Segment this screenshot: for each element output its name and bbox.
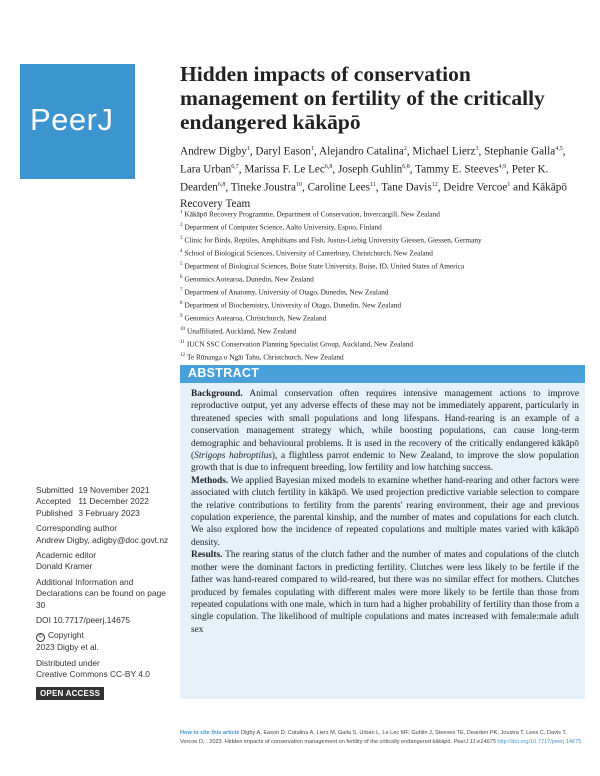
author-affil: 3 [475, 146, 479, 152]
affiliation-list [180, 207, 585, 363]
copyright-icon: © [36, 633, 45, 642]
published-row: Published 3 February 2023 [36, 507, 140, 518]
cite-label: How to cite this article [180, 730, 240, 736]
author-name: Lara Urban [180, 163, 232, 176]
copyright-label: © Copyright [36, 630, 176, 642]
methods-label: Methods. [191, 475, 229, 486]
corresponding-author-label: Corresponding author [36, 523, 118, 534]
affiliation-item: $^5$ Department of Biological Sciences, Boise State University, Boise, ID, United States of America [180, 261, 465, 271]
abstract-methods: Methods. We applied Bayesian mixed models to examine whether hand-rearing and other factors were associated with clutch fertility in kākāpō. We used projection predictive variable selection to compare the relative contributions to fertility from the parents' rearing environment, their age and previous copulation experience, the parental kinship, and the number of mates and copulations for each clutch. We also explored how the incidence of repeated copulations and multiple mates varied with kākāpō density. [191, 475, 579, 548]
author-name: Peter K. Dearden [180, 163, 549, 195]
author-name: Andrew Digby [180, 145, 247, 158]
author-affil: 10 [295, 182, 302, 189]
author-affil: 1 [311, 146, 315, 152]
author-affil: 4,9 [498, 164, 507, 171]
doi-link[interactable]: 10.7717/peerj.14675 [53, 615, 131, 626]
peerj-logo[interactable] [20, 64, 135, 179]
affiliation-item: $^{10}$ Unaffiliated, Auckland, New Zealand [180, 326, 297, 336]
abstract-body [180, 383, 585, 699]
accepted-row: Accepted 11 December 2022 [36, 496, 149, 507]
peerj-logo-text: PeerJ [30, 102, 114, 137]
author-affil: 12 [431, 182, 438, 189]
author-affil: 6,8 [402, 164, 410, 171]
article-title: Hidden impacts of conservation management on fertility of the critically endangered kākāpō [180, 62, 545, 134]
author-affil: 2 [403, 146, 407, 152]
affiliation-item: $^2$ Department of Computer Science, Aalto University, Espoo, Finland [180, 222, 382, 232]
affiliation-item: $^7$ Department of Anatomy, University of Otago, Dunedin, New Zealand [180, 287, 389, 297]
license-link[interactable]: Creative Commons CC-BY 4.0 [36, 669, 150, 680]
author-name: Stephanie Galla [484, 145, 556, 158]
author-name: Joseph Guhlin [337, 163, 403, 176]
author-affil: 4,5 [555, 146, 563, 152]
affiliation-item: $^{11}$ IUCN SSC Conservation Planning Specialist Group, Auckland, New Zealand [180, 339, 414, 349]
academic-editor-label: Academic editor [36, 550, 97, 561]
open-access-badge: OPEN ACCESS [36, 687, 104, 700]
affiliation-item: $^4$ School of Biological Sciences, University of Canterbury, Christchurch, New Zealand [180, 248, 433, 258]
author-affil: 6,7 [231, 164, 239, 171]
abstract-heading-bar [180, 365, 585, 383]
author-name: Daryl Eason [255, 145, 312, 158]
journal-ref: PeerJ 11:e14675 [453, 738, 496, 745]
doi-url-link[interactable]: http://doi.org/10.7717/peerj.14675 [497, 738, 582, 745]
citation-footer [180, 729, 585, 746]
species-name: Strigops habroptilus [194, 451, 272, 462]
additional-info-link[interactable]: Additional Information and Declarations can be found on page 30 [36, 576, 166, 610]
author-name: Marissa F. Le Lec [244, 163, 325, 176]
author-affil: 6,8 [324, 164, 333, 171]
doi-row: DOI 10.7717/peerj.14675 [36, 615, 131, 626]
author-affil: 1 [507, 182, 511, 189]
affiliation-item: $^6$ Genomics Aotearoa, Dunedin, New Zealand [180, 274, 314, 284]
copyright-text: 2023 Digby et al. [36, 642, 99, 653]
affiliation-item: $^1$ Kākāpō Recovery Programme, Department of Conservation, Invercargill, New Zealand [180, 209, 440, 219]
affiliation-item: $^{12}$ Te Rūnanga o Ngāi Tahu, Christchurch, New Zealand [180, 352, 344, 362]
distributed-label: Distributed under [36, 657, 100, 668]
abstract-text [191, 388, 579, 636]
author-affil: 1 [246, 146, 250, 152]
affiliation-item: $^3$ Clinic for Birds, Reptiles, Amphibians and Fish, Justus-Liebig University Giessen, Giessen, Germany [180, 235, 482, 245]
author-tail: and Kākāpō Recovery Team [180, 182, 567, 210]
author-list: Andrew Digby$^1$, Daryl Eason$^1$, Alejandro Catalina$^2$, Michael Lierz$^3$, Stephanie Galla$^{4,5}$, Lara Urban$^{6,7}$, Marissa F. Le Lec$^{6,8}$, Joseph Guhlin$^{6,8}$, Tammy E. Steeves$^{4,9}$, Peter K. Dearden$^{6,8}$, Tineke Joustra$^{10}$, Caroline Lees$^{11}$, Tane Davis$^{12}$, Deidre Vercoe$^1$ and Kākāpō Recovery Team [180, 145, 567, 210]
author-affil: 6,8 [217, 182, 226, 189]
results-label: Results. [191, 550, 223, 561]
author-name: Caroline Lees [307, 182, 371, 195]
abstract-background: Background. Animal conservation often requires intensive management actions to improve reproductive output, yet any adverse effects of these may not be immediately apparent, particularly in threatened species with small populations and long lifespans. Hand-rearing is an example of a conservation management strategy which, while boosting populations, can cause long-term demographic and behavioural problems. It is used in the recovery of the critically endangered kākāpō (Strigops habroptilus), a flightless parrot endemic to New Zealand, to improve the slow population growth that is due to infrequent breeding, low fertility and low hatching success. [191, 389, 579, 474]
affiliation-item: $^8$ Department of Biochemistry, University of Otago, Dunedin, New Zealand [180, 300, 402, 310]
author-name: Alejandro Catalina [319, 145, 404, 158]
abstract-results: Results. The rearing status of the clutch father and the number of mates and copulations of the clutch mother were the dominant factors in predicting fertility. Clutches were less likely to be fertile if the father was hand-reared compared to wild-reared, but there was no similar effect for mothers. Clutches produced by females copulating with different males were more likely to be fertile than those from repeated copulations with one male, which in turn had a higher probability of fertility than those from a single copulation. The likelihood of multiple copulations and mates increased with female:male adult sex [191, 550, 579, 635]
author-name: Tane Davis [381, 182, 432, 195]
author-affil: 11 [370, 182, 376, 189]
submitted-row: Submitted 19 November 2021 [36, 485, 150, 495]
corresponding-author[interactable]: Andrew Digby, adigby@doc.govt.nz [36, 534, 169, 545]
abstract-heading: ABSTRACT [188, 366, 260, 380]
author-name: Michael Lierz [412, 145, 476, 158]
cite-text: Digby A, Eason D, Catalina A, Lierz M, Galla S, Urban L, Le Lec MF, Guhlin J, Steeves TE, Dearden PK, Joustra T, Lees C, Davis T, Vercoe D, . 2023. Hidden impacts of conservation management on fertility of the critically endangered kākāpō. [180, 730, 567, 745]
author-name: Tineke Joustra [230, 182, 296, 195]
author-name: Tammy E. Steeves [415, 163, 499, 176]
affiliation-item: $^9$ Genomics Aotearoa, Christchurch, New Zealand [180, 313, 327, 323]
author-name: Deidre Vercoe [443, 182, 508, 195]
article-info-sidebar [36, 485, 176, 700]
academic-editor: Donald Kramer [36, 561, 93, 572]
background-label: Background. [191, 389, 243, 399]
